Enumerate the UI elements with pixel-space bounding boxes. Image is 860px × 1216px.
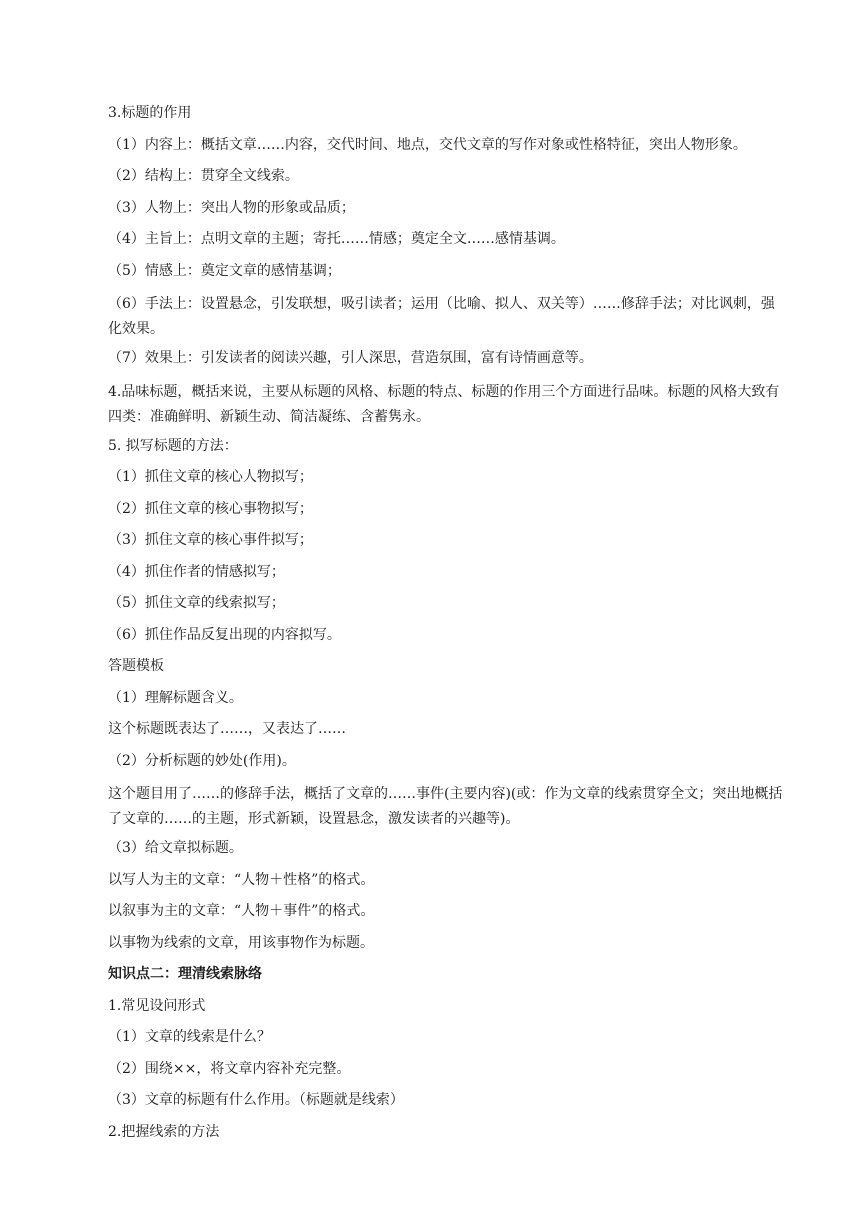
paragraph: 这个标题既表达了……，又表达了…… [108, 721, 346, 737]
list-item: （4）主旨上：点明文章的主题；寄托……情感；奠定全文……感情基调。 [108, 231, 565, 247]
paragraph: 这个题目用了……的修辞手法，概括了文章的……事件(主要内容)(或：作为文章的线索贯穿全文；突出地概括了文章的……的主题，形式新颖，设置悬念，激发读者的兴趣等)。 [108, 786, 783, 827]
knowledge-point-heading: 知识点二：理清线索脉络 [108, 966, 262, 982]
list-item: （1）抓住文章的核心人物拟写； [108, 469, 313, 485]
answer-template-heading: 答题模板 [108, 658, 164, 674]
list-item: （4）抓住作者的情感拟写； [108, 563, 285, 580]
section-heading-title-methods: 5. 拟写标题的方法： [108, 437, 238, 454]
list-item: （2）围绕××，将文章内容补充完整。 [108, 1060, 351, 1077]
list-item: （6）手法上：设置悬念，引发联想，吸引读者；运用（比喻、拟人、双关等）……修辞手法；对比讽刺，强化效果。 [108, 296, 775, 337]
paragraph: 以事物为线索的文章，用该事物作为标题。 [108, 934, 374, 951]
list-item: （2）结构上：贯穿全文线索。 [108, 168, 299, 184]
list-item: （7）效果上：引发读者的阅读兴趣，引人深思，营造氛围，富有诗情画意等。 [108, 350, 593, 366]
list-item: （1）文章的线索是什么？ [108, 1029, 271, 1045]
list-item: （2）抓住文章的核心事物拟写； [108, 500, 313, 517]
section-heading-clue-methods: 2.把握线索的方法 [108, 1123, 220, 1140]
list-item: （5）情感上：奠定文章的感情基调； [108, 262, 341, 279]
section-heading-title-function: 3.标题的作用 [108, 105, 192, 121]
list-item: （5）抓住文章的线索拟写； [108, 595, 285, 611]
paragraph-title-style: 4.品味标题，概括来说，主要从标题的风格、标题的特点、标题的作用三个方面进行品味。标题的风格大致有四类：准确鲜明、新颖生动、简洁凝练、含蓄隽永。 [108, 383, 780, 425]
list-item: （3）给文章拟标题。 [108, 840, 243, 856]
list-item: （2）分析标题的妙处(作用)。 [108, 752, 296, 769]
section-heading-question-forms: 1.常见设问形式 [108, 997, 206, 1014]
list-item: （1）内容上：概括文章……内容，交代时间、地点，交代文章的写作对象或性格特征，突出人物形象。 [108, 136, 747, 153]
list-item: （1）理解标题含义。 [108, 689, 243, 706]
paragraph: 以叙事为主的文章：“人物＋事件”的格式。 [108, 903, 375, 919]
document-body [108, 103, 788, 1153]
paragraph: 以写人为主的文章：“人物＋性格”的格式。 [108, 871, 375, 888]
list-item: （3）抓住文章的核心事件拟写； [108, 532, 313, 548]
list-item: （6）抓住作品反复出现的内容拟写。 [108, 626, 341, 643]
list-item: （3）人物上：突出人物的形象或品质； [108, 199, 355, 216]
list-item: （3）文章的标题有什么作用。（标题就是线索） [108, 1092, 404, 1108]
